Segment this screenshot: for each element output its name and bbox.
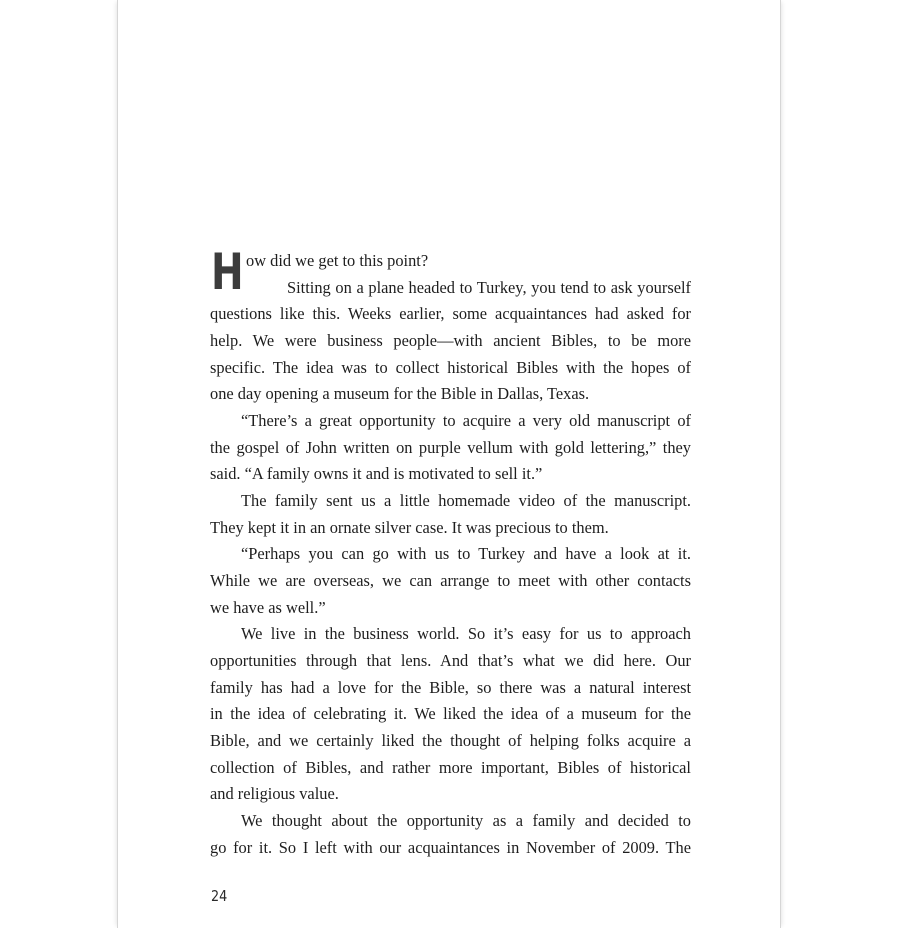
text-line: one day opening a museum for the Bible in Dallas, Texas. — [210, 384, 590, 403]
text-line: specific. The idea was to collect historical Bibles with the hopes of — [210, 358, 691, 377]
text-line: in the idea of celebrating it. We liked the idea of a museum for the — [210, 704, 691, 723]
text-line: questions like this. Weeks earlier, some acquaintances had asked for — [210, 304, 691, 323]
text-line: The family sent us a little homemade video of the manuscript. — [241, 491, 691, 510]
drop-cap: H — [211, 243, 244, 301]
text-line: They kept it in an ornate silver case. It was precious to them. — [210, 518, 609, 537]
text-line: “There’s a great opportunity to acquire a very old manuscript of — [241, 411, 691, 430]
text-line: We live in the business world. So it’s easy for us to approach — [241, 624, 691, 643]
text-line: Bible, and we certainly liked the thought of helping folks acquire a — [210, 731, 691, 750]
text-line: the gospel of John written on purple vellum with gold lettering,” they — [210, 438, 691, 457]
text-line: go for it. So I left with our acquaintances in November of 2009. The — [210, 838, 691, 857]
text-line: family has had a love for the Bible, so there was a natural interest — [210, 678, 691, 697]
text-line: “Perhaps you can go with us to Turkey and have a look at it. — [241, 544, 691, 563]
text-line: we have as well.” — [210, 598, 326, 617]
text-line: said. “A family owns it and is motivated to sell it.” — [210, 464, 543, 483]
text-line: collection of Bibles, and rather more important, Bibles of historical — [210, 758, 691, 777]
text-line: help. We were business people—with ancient Bibles, to be more — [210, 331, 691, 350]
text-line: Sitting on a plane headed to Turkey, you tend to ask yourself — [287, 278, 691, 297]
page-number: 24 — [211, 887, 228, 905]
text-line: ow did we get to this point? — [246, 251, 429, 270]
text-line: While we are overseas, we can arrange to meet with other contacts — [210, 571, 691, 590]
text-line: opportunities through that lens. And that’s what we did here. Our — [210, 651, 691, 670]
text-line: We thought about the opportunity as a family and decided to — [241, 811, 691, 830]
text-line: and religious value. — [210, 784, 339, 803]
